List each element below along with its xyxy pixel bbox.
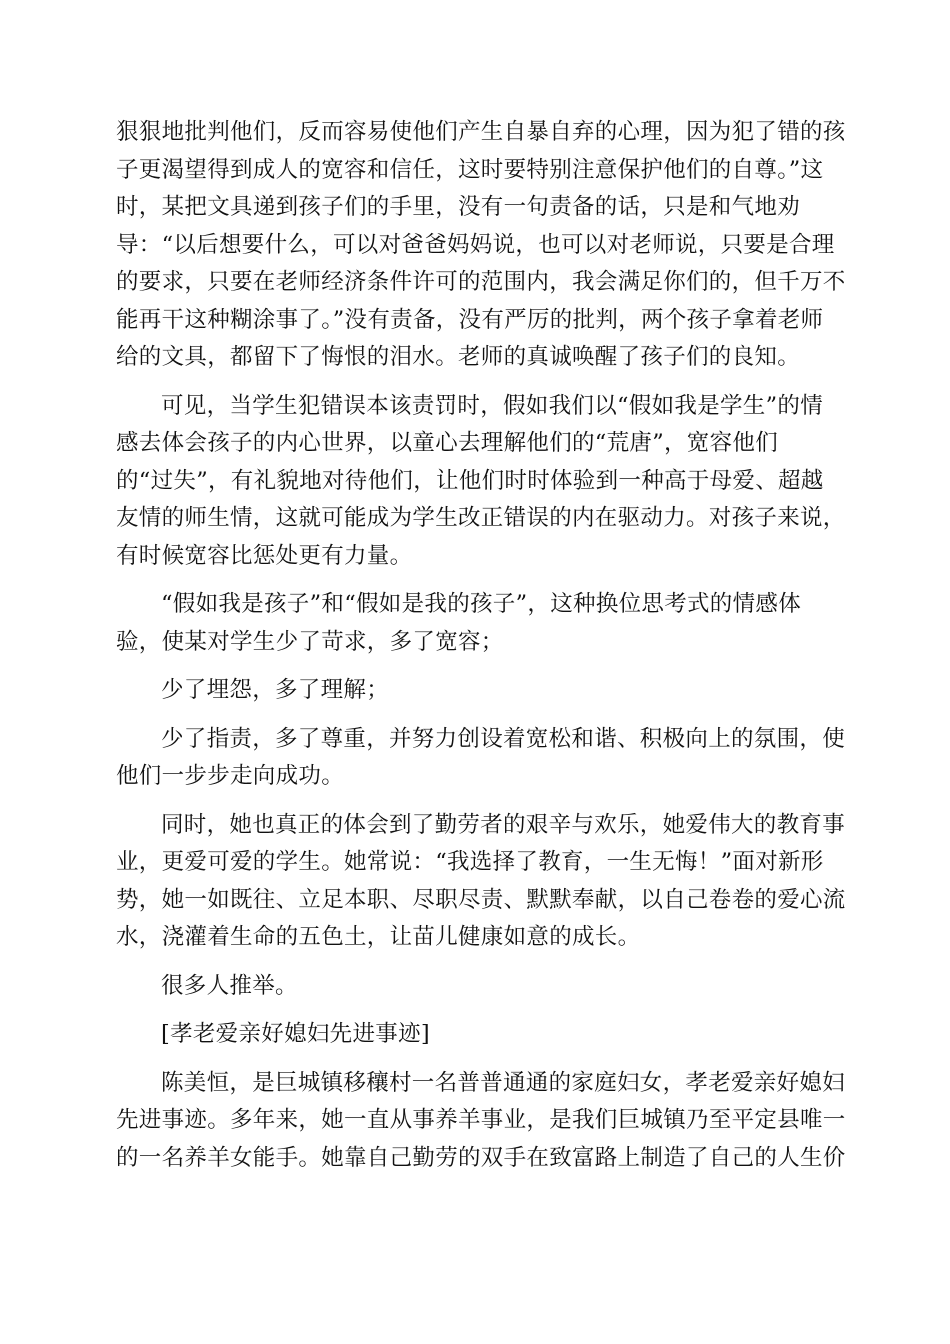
paragraph-9: [116, 1065, 846, 1178]
text-line: 的要求，只要在老师经济条件许可的范围内，我会满足你们的，但千万不: [116, 269, 846, 295]
text-line: “假如我是孩子”和“假如是我的孩子”，这种换位思考式的情感体: [161, 591, 802, 617]
paragraph-2: [116, 388, 846, 576]
text-line: 给的文具，都留下了悔恨的泪水。老师的真诚唤醒了孩子们的良知。: [116, 344, 801, 370]
text-line: 的一名养羊女能手。她靠自己勤劳的双手在致富路上制造了自己的人生价: [116, 1144, 846, 1171]
section-heading: [116, 1016, 836, 1054]
text-line: 水，浇灌着生命的五色土，让苗儿健康如意的成长。: [116, 924, 641, 950]
text-line: 的“过失”，有礼貌地对待他们，让他们时时体验到一种高于母爱、超越: [116, 467, 824, 494]
text-line: 感去体会孩子的内心世界，以童心去理解他们的“荒唐”，宽容他们: [116, 430, 779, 456]
text-line: [孝老爱亲好媳妇先进事迹]: [161, 1021, 430, 1047]
text-line: 少了埋怨，多了理解；: [161, 677, 390, 703]
text-line: 陈美恒，是巨城镇移穰村一名普普通通的家庭妇女，孝老爱亲好媳妇: [161, 1069, 846, 1096]
paragraph-4: [116, 672, 836, 710]
paragraph-7: [116, 968, 836, 1006]
document-body: [116, 114, 846, 1188]
text-line: 时，某把文具递到孩子们的手里，没有一句责备的话，只是和气地劝: [116, 194, 801, 220]
text-line: 有时候宽容比惩处更有力量。: [116, 542, 413, 569]
paragraph-6: [116, 807, 846, 957]
text-line: 业，更爱可爱的学生。她常说：“我选择了教育，一生无悔！”面对新形: [116, 849, 824, 875]
text-line: 导：“以后想要什么，可以对爸爸妈妈说，也可以对老师说，只要是合理: [116, 231, 835, 258]
paragraph-1: [116, 114, 846, 377]
text-line: 狠狠地批判他们，反而容易使他们产生自暴自弃的心理，因为犯了错的孩: [116, 119, 846, 145]
text-line: 能再干这种糊涂事了。”没有责备，没有严厉的批判，两个孩子拿着老师: [116, 306, 824, 333]
text-line: 友情的师生情，这就可能成为学生改正错误的内在驱动力。对孩子来说，: [116, 505, 846, 531]
text-line: 他们一步步走向成功。: [116, 763, 345, 789]
text-line: 验，使某对学生少了苛求，多了宽容；: [116, 628, 504, 655]
paragraph-5: [116, 721, 846, 796]
paragraph-3: [116, 586, 836, 661]
text-line: 势，她一如既往、立足本职、尽职尽责、默默奉献，以自己卷卷的爱心流: [116, 886, 846, 913]
text-line: 可见，当学生犯错误本该责罚时，假如我们以“假如我是学生”的情: [161, 392, 824, 419]
text-line: 很多人推举。: [161, 972, 298, 999]
text-line: 少了指责，多了尊重，并努力创设着宽松和谐、积极向上的氛围，使: [161, 725, 846, 752]
text-line: 子更渴望得到成人的宽容和信任，这时要特别注意保护他们的自尊。”这: [116, 156, 824, 183]
text-line: 同时，她也真正的体会到了勤劳者的艰辛与欢乐，她爱伟大的教育事: [161, 811, 846, 838]
text-line: 先进事迹。多年来，她一直从事养羊事业，是我们巨城镇乃至平定县唯一: [116, 1107, 846, 1133]
